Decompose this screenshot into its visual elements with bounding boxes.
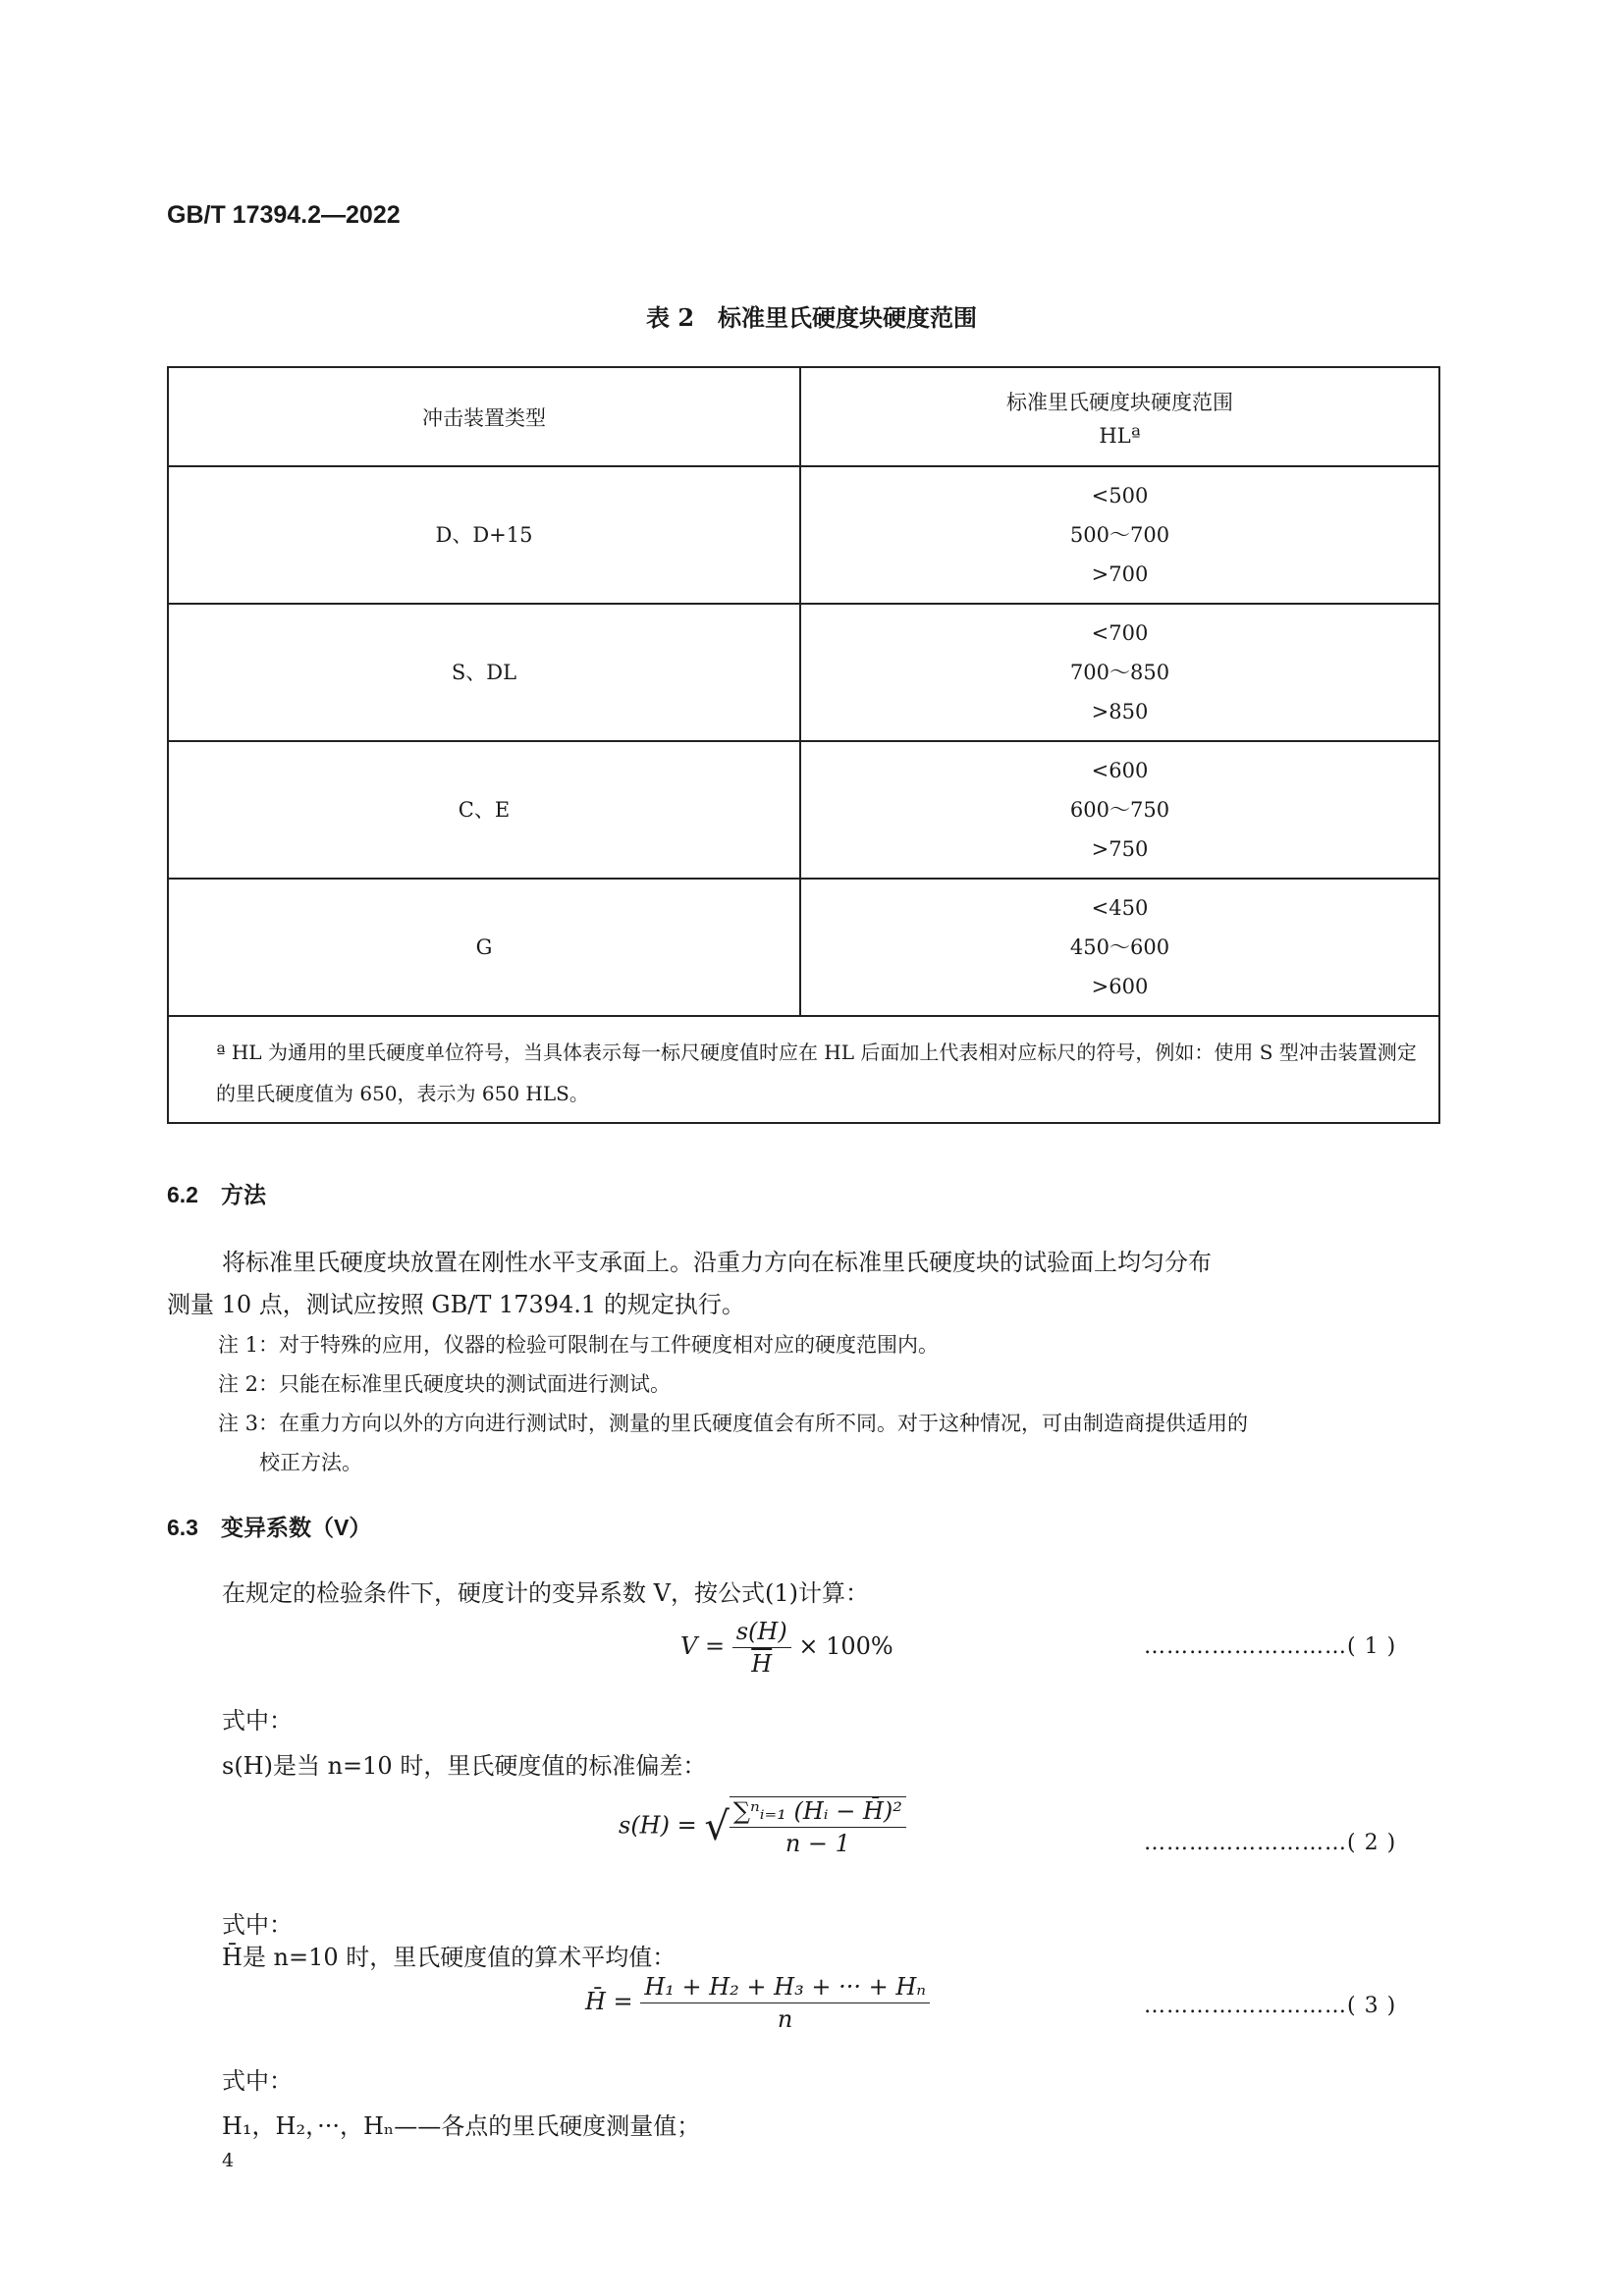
equation-3-number: ………………………( 3 ) bbox=[1144, 1994, 1397, 2018]
range-value: <600 bbox=[1091, 759, 1149, 782]
table-row bbox=[168, 604, 1439, 741]
eq3-lhs: H̄ = bbox=[585, 1988, 633, 2015]
eq2-lhs: s(H) = bbox=[619, 1811, 697, 1840]
range-value: >700 bbox=[1091, 562, 1149, 586]
eq1-tail: × 100% bbox=[798, 1632, 893, 1660]
range-value: 500～700 bbox=[1069, 523, 1170, 547]
equation-2-number: ………………………( 2 ) bbox=[1144, 1831, 1397, 1855]
range-cell bbox=[800, 741, 1439, 879]
range-cell bbox=[800, 604, 1439, 741]
paragraph-line: 将标准里氏硬度块放置在刚性水平支承面上。沿重力方向在标准里氏硬度块的试验面上均匀分布 bbox=[222, 1249, 1212, 1276]
range-value: 600～750 bbox=[1069, 798, 1170, 822]
eq3-denominator: n bbox=[777, 2005, 793, 2033]
range-value: >750 bbox=[1091, 837, 1149, 861]
range-value: >850 bbox=[1091, 700, 1149, 723]
eq1-denominator: H bbox=[751, 1650, 773, 1678]
range-value: <500 bbox=[1091, 484, 1149, 507]
range-value: 450～600 bbox=[1069, 935, 1170, 959]
table-row bbox=[168, 466, 1439, 604]
paragraph-line: 测量 10 点，测试应按照 GB/T 17394.1 的规定执行。 bbox=[167, 1291, 745, 1318]
equation-1 bbox=[680, 1618, 893, 1678]
hardness-range-table bbox=[167, 366, 1440, 1124]
page-number: 4 bbox=[222, 2150, 235, 2171]
range-cell bbox=[800, 466, 1439, 604]
header-impact-device-type: 冲击装置类型 bbox=[168, 367, 800, 466]
sqrt-icon: √ bbox=[704, 1804, 730, 1849]
device-type-cell: C、E bbox=[168, 741, 800, 879]
document-id: GB/T 17394.2—2022 bbox=[167, 201, 401, 229]
section-6-2-heading: 6.2 方法 bbox=[167, 1182, 266, 1207]
equation-1-number: ………………………( 1 ) bbox=[1144, 1634, 1397, 1659]
equation-3 bbox=[585, 1973, 930, 2033]
where-label: 式中： bbox=[222, 1911, 293, 1939]
definition-s-h: s(H)是当 n=10 时，里氏硬度值的标准偏差： bbox=[222, 1752, 707, 1780]
table-footnote-row bbox=[168, 1016, 1439, 1123]
paragraph-line: 在规定的检验条件下，硬度计的变异系数 V，按公式(1)计算： bbox=[222, 1579, 869, 1607]
eq2-denominator: n − 1 bbox=[784, 1830, 850, 1857]
eq1-numerator: s(H) bbox=[732, 1618, 791, 1648]
table-footnote: ª HL 为通用的里氏硬度单位符号，当具体表示每一标尺硬度值时应在 HL 后面加上代表相对应标尺的符号，例如：使用 S 型冲击装置测定的里氏硬度值为 650，表示为 650 HLS。 bbox=[168, 1016, 1439, 1123]
where-label: 式中： bbox=[222, 1707, 293, 1735]
table-header-row bbox=[168, 367, 1439, 466]
device-type-cell: G bbox=[168, 879, 800, 1016]
range-value: >600 bbox=[1091, 975, 1149, 998]
range-value: <450 bbox=[1091, 896, 1149, 920]
eq1-lhs: V = bbox=[680, 1632, 726, 1660]
header-hardness-range bbox=[800, 367, 1439, 466]
note-1: 注 1：对于特殊的应用，仪器的检验可限制在与工件硬度相对应的硬度范围内。 bbox=[218, 1333, 940, 1357]
range-value: 700～850 bbox=[1069, 661, 1170, 684]
eq3-numerator: H₁ + H₂ + H₃ + ··· + Hₙ bbox=[640, 1973, 930, 2003]
where-label: 式中： bbox=[222, 2067, 293, 2095]
note-3: 注 3：在重力方向以外的方向进行测试时，测量的里氏硬度值会有所不同。对于这种情况，可由制造商提供适用的 bbox=[218, 1412, 1249, 1435]
eq2-numerator: ∑ⁿᵢ₌₁ (Hᵢ − H̄)² bbox=[730, 1797, 906, 1828]
table-title: 表 2 标准里氏硬度块硬度范围 bbox=[645, 303, 978, 332]
section-6-3-heading: 6.3 变异系数（V） bbox=[167, 1515, 372, 1540]
definition-h-i: H₁，H₂，···，Hₙ——各点的里氏硬度测量值； bbox=[222, 2112, 701, 2140]
header-line1: 标准里氏硬度块硬度范围 bbox=[1006, 390, 1233, 414]
device-type-cell: S、DL bbox=[168, 604, 800, 741]
note-2: 注 2：只能在标准里氏硬度块的测试面进行测试。 bbox=[218, 1372, 672, 1396]
table-row bbox=[168, 879, 1439, 1016]
header-unit: HLª bbox=[1099, 423, 1141, 448]
range-value: <700 bbox=[1091, 621, 1149, 645]
device-type-cell: D、D+15 bbox=[168, 466, 800, 604]
equation-2 bbox=[619, 1796, 906, 1857]
table-row bbox=[168, 741, 1439, 879]
note-3-continued: 校正方法。 bbox=[259, 1451, 362, 1474]
definition-h-bar: H̄是 n=10 时，里氏硬度值的算术平均值： bbox=[222, 1944, 676, 1971]
range-cell bbox=[800, 879, 1439, 1016]
